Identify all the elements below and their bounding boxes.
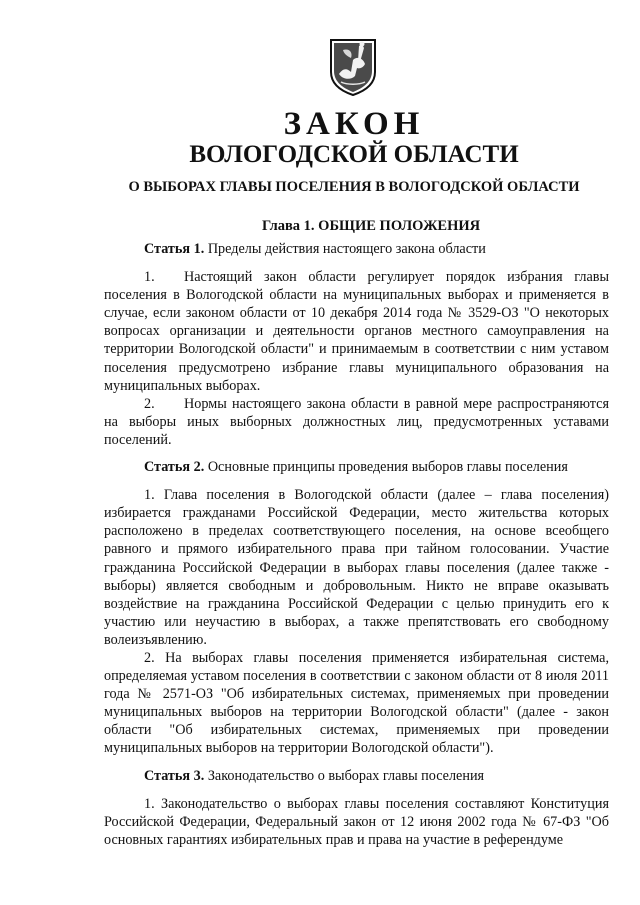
article-paragraph: 2. На выборах главы поселения применяется избирательная система, определяемая уставом поселения в соответствии с законом области от 8 июля 2011 года № 2571-ОЗ "Об избирательных системах, применяемых при проведении муниципальных выборов на территории Вологодской области" (далее - закон области "Об избирательных системах, применяемых при проведении муниципальных выборов на территории Вологодской области").	[104, 649, 609, 757]
paragraph-text: Настоящий закон области регулирует порядок избрания главы поселения в Вологодской области на муниципальных выборах и применяется в случае, если законом области от 10 декабря 2014 года № 3529-ОЗ "О некоторых вопросах организации и деятельности органов местного самоуправления на территории Вологодской области" и принимаемым в соответствии с ним уставом поселения предусмотрено избрание главы муниципального образования на муниципальных выборах.	[104, 269, 609, 394]
article-heading	[104, 240, 609, 258]
chapter-heading: Глава 1. ОБЩИЕ ПОЛОЖЕНИЯ	[262, 218, 481, 234]
law-name: О ВЫБОРАХ ГЛАВЫ ПОСЕЛЕНИЯ В ВОЛОГОДСКОЙ ОБЛАСТИ	[128, 179, 580, 195]
article-label: Статья 3.	[144, 767, 205, 784]
paragraph-text: Нормы настоящего закона области в равной мере распространяются на выборы иных выборных должностных лиц, предусмотренных уставами поселений.	[104, 395, 609, 448]
article-label: Статья 1.	[144, 241, 205, 257]
article-title: Основные принципы проведения выборов главы поселения	[204, 459, 568, 476]
vologda-coat-of-arms-icon	[329, 38, 377, 96]
article-heading	[104, 767, 609, 785]
article-paragraph	[104, 395, 609, 449]
article-paragraph: 1. Законодательство о выборах главы поселения составляют Конституция Российской Федерации, Федеральный закон от 12 июня 2002 года № 67-ФЗ "Об основных гарантиях избирательных прав и права на участие в референдуме	[104, 795, 609, 848]
article-paragraph	[104, 268, 609, 395]
article-title: Пределы действия настоящего закона области	[204, 241, 486, 257]
article-heading	[104, 458, 609, 476]
paragraph-number: 2.	[144, 395, 155, 412]
law-title: ЗАКОН	[283, 106, 425, 142]
paragraph-number: 1.	[144, 269, 155, 286]
law-body	[104, 240, 609, 849]
law-region: ВОЛОГОДСКОЙ ОБЛАСТИ	[189, 141, 519, 168]
article-title: Законодательство о выборах главы поселения	[204, 767, 485, 784]
article-label: Статья 2.	[144, 459, 205, 476]
article-paragraph: 1. Глава поселения в Вологодской области (далее – глава поселения) избирается гражданами Российской Федерации, место жительства которых расположено в пределах соответствующего поселения, на основе всеобщего равного и прямого избирательного права при тайном голосовании. Участие гражданина Российской Федерации в выборах главы поселения (далее также - выборы) является свободным и добровольным. Никто не вправе оказывать воздействие на гражданина Российской Федерации с целью принудить его к участию или неучастию в выборах, а также препятствовать его свободному волеизъявлению.	[104, 487, 609, 648]
